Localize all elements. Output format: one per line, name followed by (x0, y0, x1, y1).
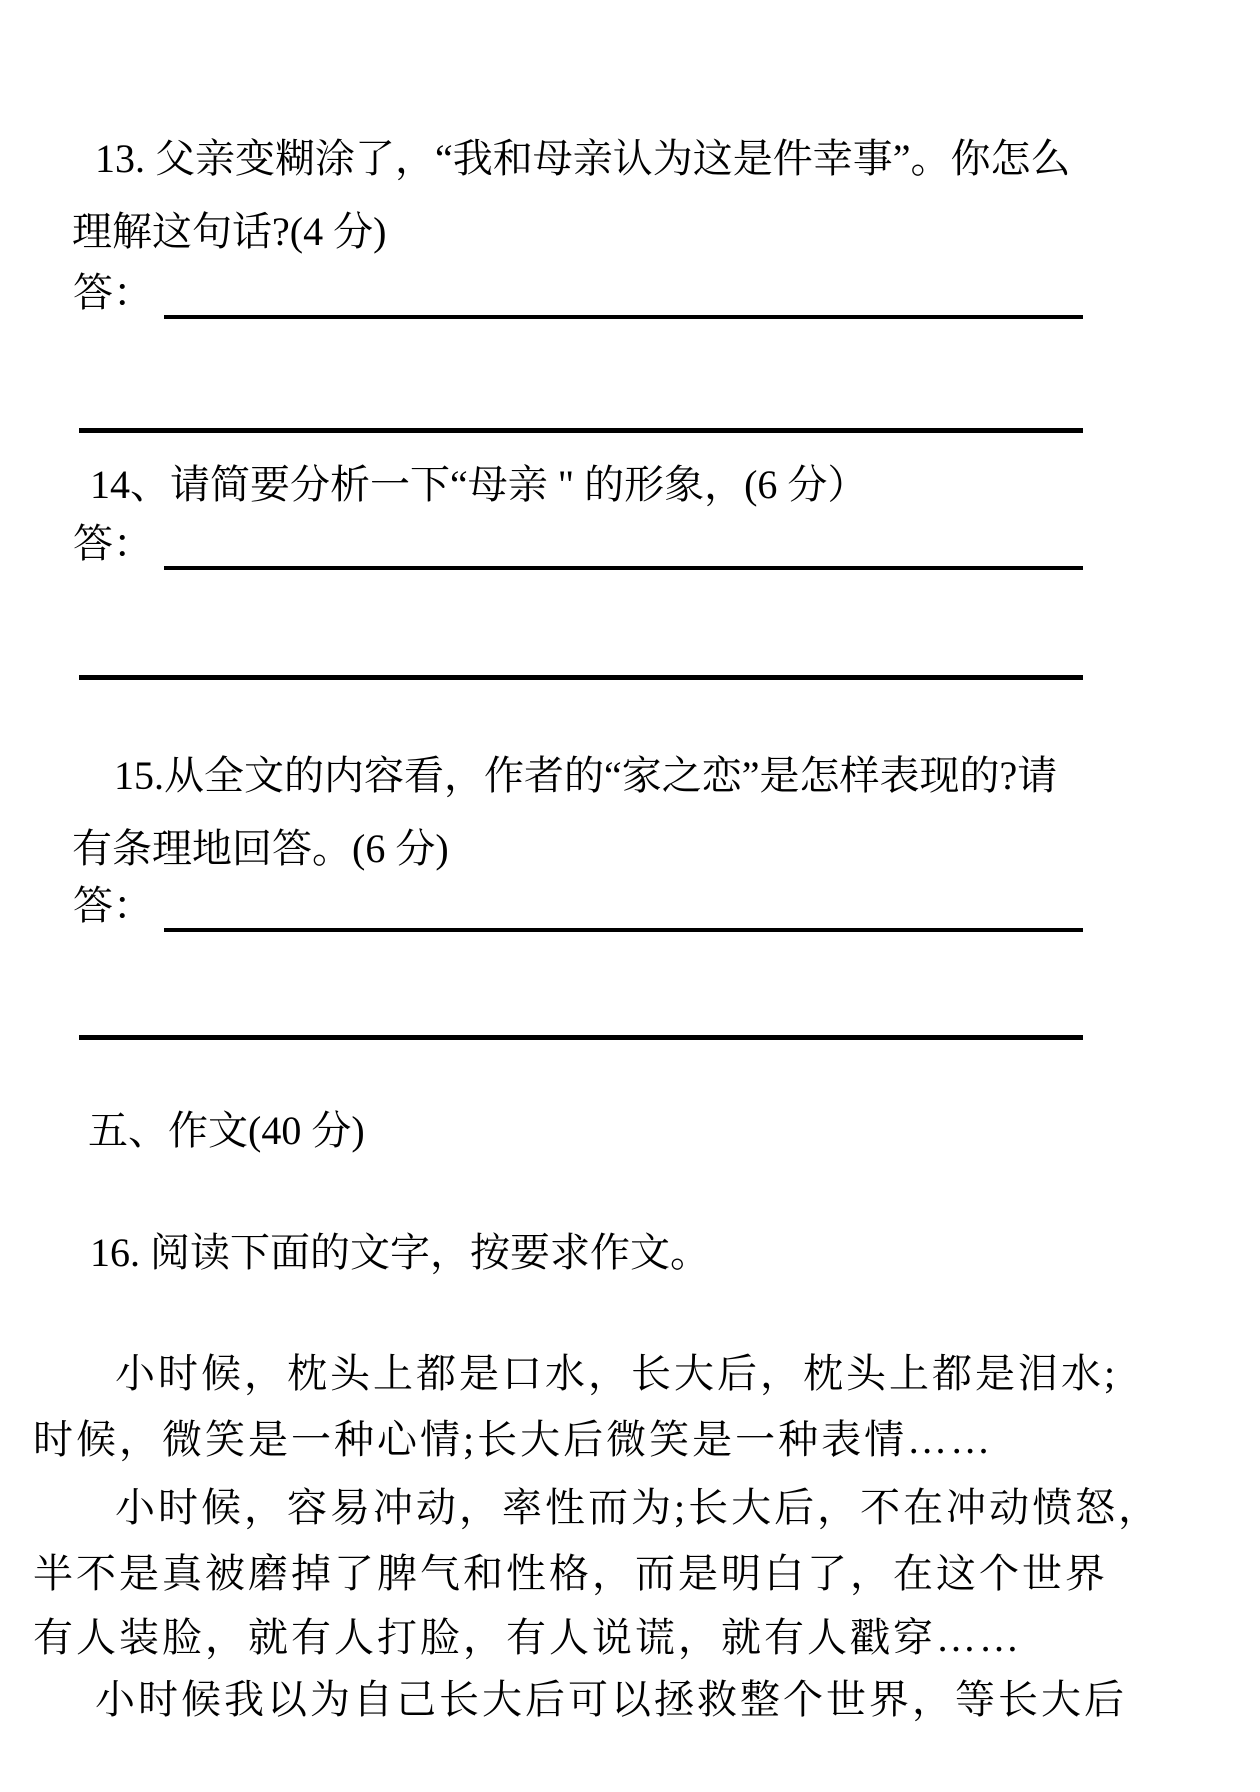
passage-line-4: 半不是真被磨掉了脾气和性格，而是明白了，在这个世界 (33, 1551, 1108, 1596)
question-14-answer-continuation-line (79, 675, 1083, 680)
question-13-line-1: 13. 父亲变糊涂了，“我和母亲认为这是件幸事”。你怎么 (95, 136, 1071, 181)
question-15-answer-label: 答： (73, 883, 153, 928)
question-15-answer-blank-line (164, 928, 1083, 932)
question-15-line-2: 有条理地回答。(6 分) (72, 826, 449, 871)
section-5-heading: 五、作文(40 分) (88, 1108, 365, 1153)
passage-line-5: 有人装脸，就有人打脸，有人说谎，就有人戳穿…… (33, 1615, 1022, 1660)
question-14-line-1: 14、请简要分析一下“母亲 " 的形象，(6 分） (90, 462, 868, 507)
question-15-line-1: 15.从全文的内容看，作者的“家之恋”是怎样表现的?请 (114, 753, 1058, 798)
question-15-answer-continuation-line (79, 1035, 1083, 1040)
question-14-answer-blank-line (164, 566, 1083, 570)
passage-line-3: 小时候，容易冲动，率性而为;长大后，不在冲动愤怒， (115, 1485, 1162, 1530)
question-13-answer-continuation-line (79, 428, 1083, 433)
question-13-answer-label: 答： (73, 270, 153, 315)
question-14-answer-label: 答： (73, 521, 153, 566)
question-16-prompt: 16. 阅读下面的文字，按要求作文。 (90, 1230, 710, 1275)
passage-line-1: 小时候，枕头上都是口水，长大后，枕头上都是泪水; (115, 1351, 1119, 1396)
passage-line-2: 时候，微笑是一种心情;长大后微笑是一种表情…… (33, 1417, 994, 1462)
question-13-line-2: 理解这句话?(4 分) (72, 209, 387, 254)
passage-line-6: 小时候我以为自己长大后可以拯救整个世界，等长大后 (95, 1677, 1127, 1722)
question-13-answer-blank-line (164, 315, 1083, 319)
